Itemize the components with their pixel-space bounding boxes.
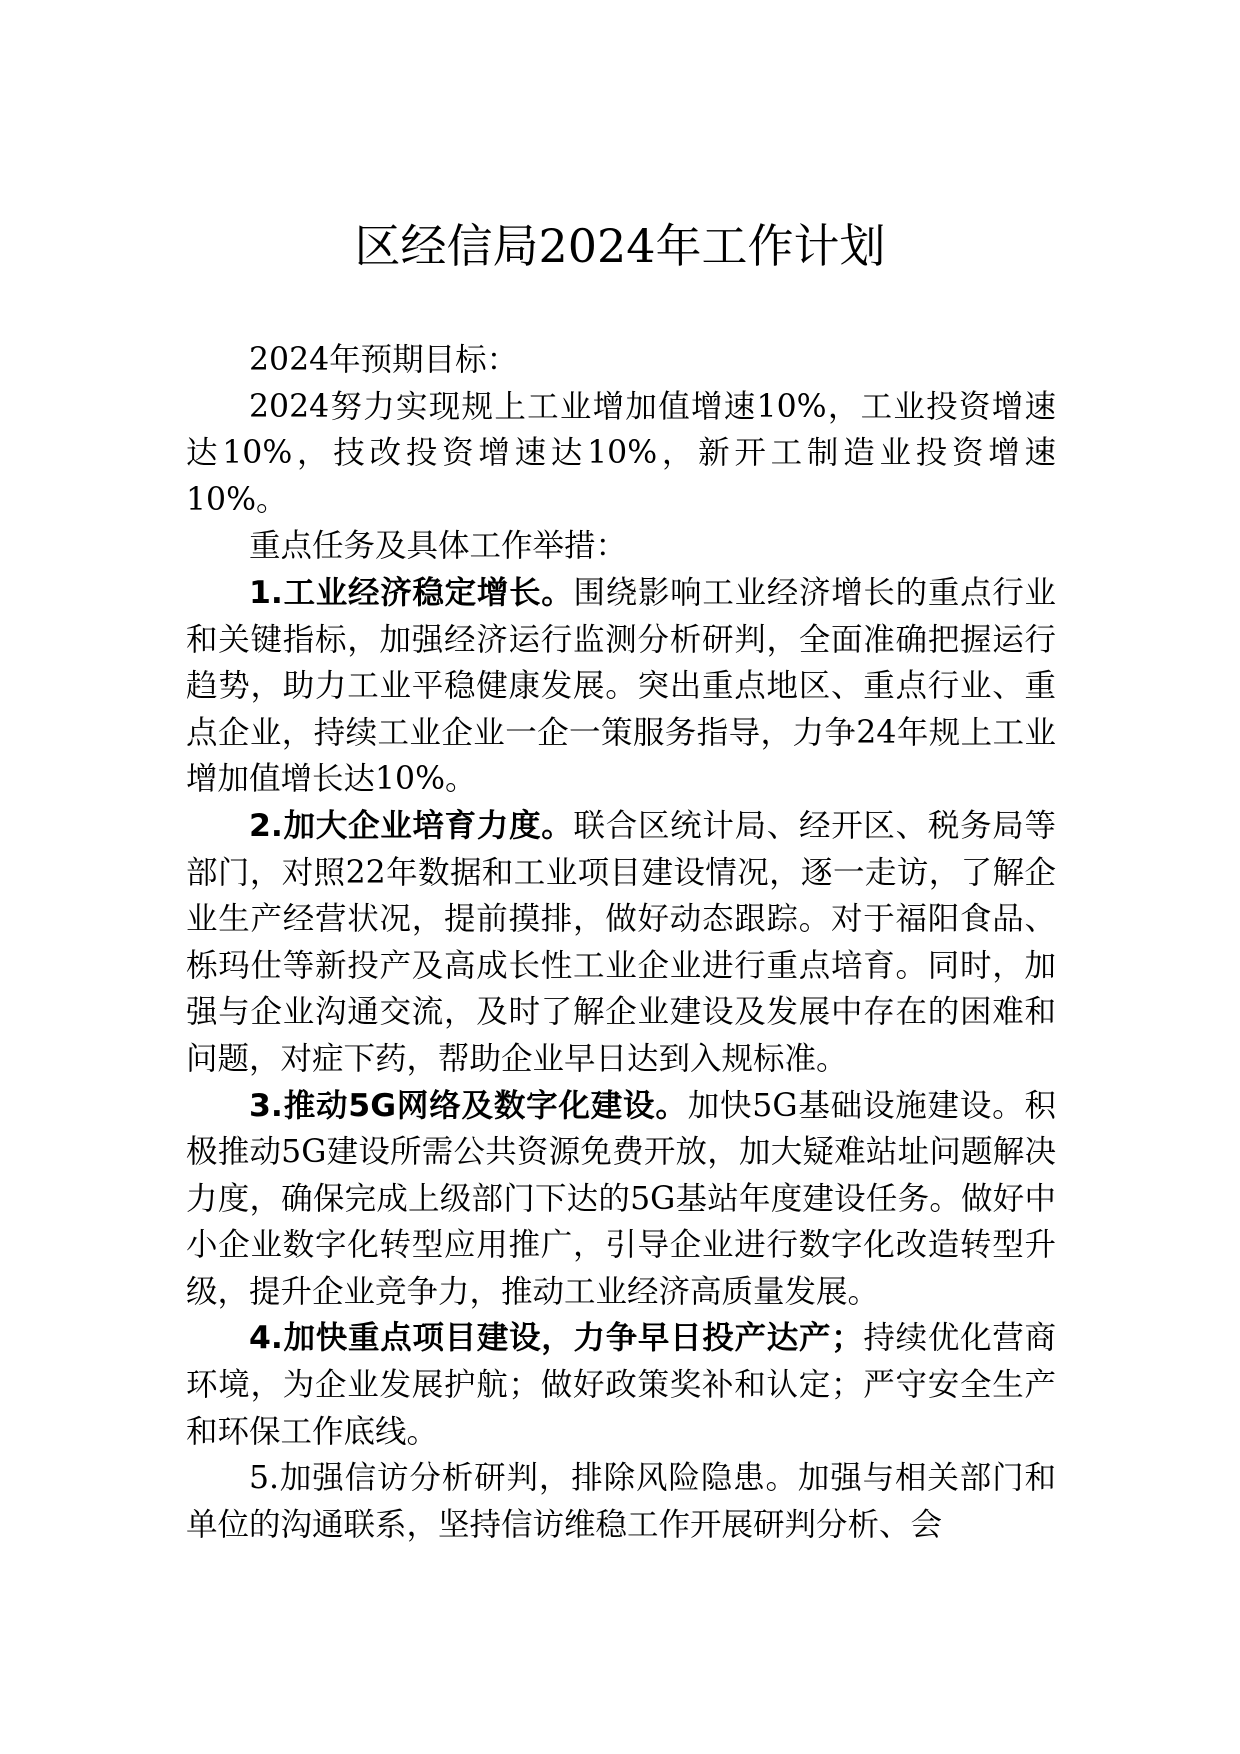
goals-heading-paragraph — [186, 337, 1056, 384]
task-1-heading: 1.工业经济稳定增长。 — [249, 574, 574, 611]
task-2-text: 联合区统计局、经开区、税务局等部门，对照22年数据和工业项目建设情况，逐一走访，了解企业生产经营状况，提前摸排，做好动态跟踪。对于福阳食品、栎玛仕等新投产及高成长性工业企业进行重点培育。同时，加强与企业沟通交流，及时了解企业建设及发展中存在的困难和问题，对症下药，帮助企业早日达到入规标准。 — [186, 807, 1056, 1077]
task-3-paragraph — [186, 1083, 1056, 1316]
tasks-heading-paragraph — [186, 523, 1056, 570]
goals-text: 2024努力实现规上工业增加值增速10%，工业投资增速达10%，技改投资增速达10%，新开工制造业投资增速10%。 — [186, 388, 1056, 518]
task-1-text: 围绕影响工业经济增长的重点行业和关键指标，加强经济运行监测分析研判，全面准确把握运行趋势，助力工业平稳健康发展。突出重点地区、重点行业、重点企业，持续工业企业一企一策服务指导，力争24年规上工业增加值增长达10%。 — [186, 574, 1056, 798]
task-3-heading: 3.推动5G网络及数字化建设。 — [249, 1087, 688, 1124]
tasks-heading: 重点任务及具体工作举措： — [249, 528, 628, 565]
task-1-paragraph — [186, 570, 1056, 803]
goals-heading: 2024年预期目标： — [249, 342, 519, 378]
task-4-heading: 4.加快重点项目建设，力争早日投产达产； — [249, 1320, 863, 1357]
task-4-paragraph — [186, 1315, 1056, 1455]
task-2-heading: 2.加大企业培育力度。 — [249, 807, 574, 844]
task-5-text: 5.加强信访分析研判，排除风险隐患。加强与相关部门和单位的沟通联系，坚持信访维稳工作开展研判分析、会 — [186, 1460, 1056, 1543]
document-title: 区经信局2024年工作计划 — [354, 219, 886, 273]
task-5-paragraph — [186, 1455, 1056, 1548]
document-body — [186, 337, 1056, 1548]
task-3-text: 加快5G基础设施建设。积极推动5G建设所需公共资源免费开放，加大疑难站址问题解决力度，确保完成上级部门下达的5G基站年度建设任务。做好中小企业数字化转型应用推广，引导企业进行数字化改造转型升级，提升企业竞争力，推动工业经济高质量发展。 — [186, 1087, 1056, 1310]
goals-paragraph — [186, 384, 1056, 524]
task-2-paragraph — [186, 803, 1056, 1083]
task-4-text: 持续优化营商环境，为企业发展护航；做好政策奖补和认定；严守安全生产和环保工作底线。 — [186, 1320, 1056, 1450]
